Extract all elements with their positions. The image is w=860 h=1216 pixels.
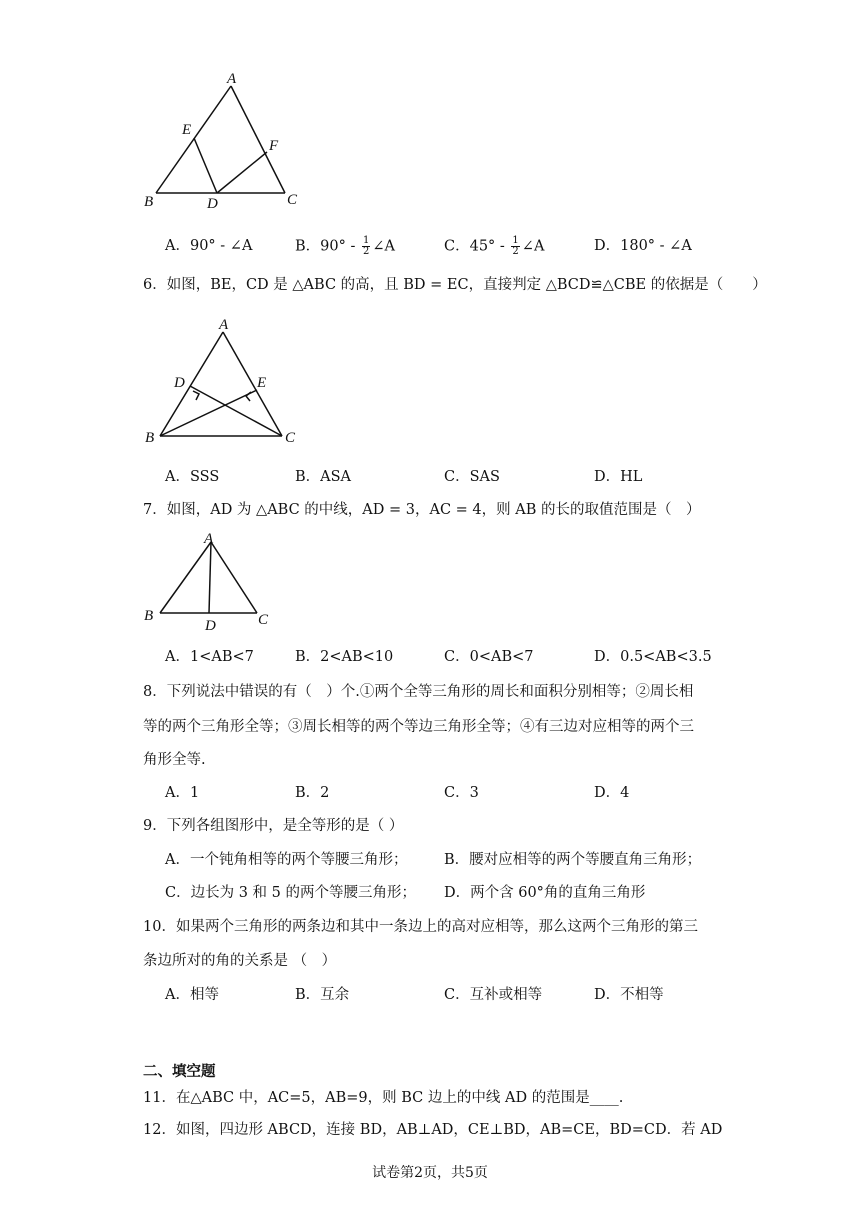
q5-option-b-text: B．90° - (295, 238, 360, 255)
label-a: A (219, 317, 229, 333)
label-d: D (174, 375, 185, 391)
q10-option-b: B．互余 (295, 987, 350, 1003)
figure-q6-triangle (140, 314, 310, 449)
q5-option-d: D．180° - ∠A (594, 238, 692, 254)
q7-option-b: B．2<AB<10 (295, 649, 394, 665)
q6-option-d: D．HL (594, 469, 643, 485)
q9-option-b: B．腰对应相等的两个等腰直角三角形； (444, 852, 702, 868)
frac-denominator: 2 (512, 246, 519, 257)
q10-option-d: D．不相等 (594, 987, 664, 1003)
q6-stem: 6．如图，BE，CD 是 △ABC 的高，且 BD = EC，直接判定 △BCD≌△CBE 的依据是（ ） (143, 277, 767, 293)
frac-numerator: 1 (362, 235, 370, 246)
q9-stem: 9．下列各组图形中，是全等形的是（ ） (143, 818, 404, 834)
q7-option-d: D．0.5<AB<3.5 (594, 649, 712, 665)
q8-line-3: 角形全等. (143, 752, 206, 768)
q8-option-b: B．2 (295, 785, 330, 801)
q5-option-c-text: C．45° - (444, 238, 510, 255)
label-b: B (144, 194, 154, 210)
page-footer: 试卷第2页，共5页 (372, 1165, 488, 1181)
q5-option-c (444, 236, 544, 257)
q5-option-c-angle: ∠A (521, 238, 545, 255)
q8-option-d: D．4 (594, 785, 630, 801)
q10-line-2: 条边所对的角的关系是 （ ） (143, 953, 337, 969)
q12-stem: 12．如图，四边形 ABCD，连接 BD，AB⊥AD，CE⊥BD，AB=CE，BD=CD．若 AD (143, 1122, 723, 1138)
frac-denominator: 2 (362, 246, 370, 257)
q8-option-c: C．3 (444, 785, 479, 801)
q8-line-2: 等的两个三角形全等；③周长相等的两个等边三角形全等；④有三边对应相等的两个三 (143, 719, 694, 735)
section-title-fill-in: 二、填空题 (143, 1063, 216, 1080)
q5-option-a: A．90° - ∠A (165, 238, 253, 254)
q7-stem: 7．如图，AD 为 △ABC 的中线，AD = 3，AC = 4，则 AB 的长的取值范围是（ ） (143, 502, 701, 518)
frac-numerator: 1 (512, 235, 519, 246)
q5-option-b-angle: ∠A (372, 238, 395, 255)
q10-line-1: 10．如果两个三角形的两条边和其中一条边上的高对应相等，那么这两个三角形的第三 (143, 919, 698, 935)
figure-triangle-abc-efd (138, 70, 318, 215)
label-a: A (204, 531, 214, 547)
label-e: E (182, 122, 192, 138)
label-c: C (258, 612, 269, 628)
q6-option-a: A．SSS (165, 469, 220, 485)
q6-option-b: B．ASA (295, 469, 352, 485)
label-c: C (285, 430, 296, 446)
q6-option-c: C．SAS (444, 469, 500, 485)
q11-stem: 11．在△ABC 中，AC=5，AB=9，则 BC 边上的中线 AD 的范围是____. (143, 1090, 624, 1106)
label-e: E (257, 375, 267, 391)
q5-option-b (295, 236, 395, 257)
label-b: B (145, 430, 155, 446)
q10-option-c: C．互补或相等 (444, 987, 543, 1003)
q9-option-c: C．边长为 3 和 5 的两个等腰三角形； (165, 885, 416, 901)
q8-line-1: 8．下列说法中错误的有（ ）个.①两个全等三角形的周长和面积分别相等；②周长相 (143, 684, 694, 700)
q7-option-c: C．0<AB<7 (444, 649, 534, 665)
label-a: A (227, 71, 237, 87)
label-c: C (287, 192, 298, 208)
q9-option-a: A．一个钝角相等的两个等腰三角形； (165, 852, 408, 868)
label-b: B (144, 608, 154, 624)
label-d: D (207, 196, 218, 212)
label-d: D (205, 618, 216, 633)
q7-option-a: A．1<AB<7 (165, 649, 254, 665)
fraction-half (362, 236, 370, 257)
figure-q7-triangle (140, 528, 280, 633)
q9-option-d: D．两个含 60°角的直角三角形 (444, 885, 646, 901)
fraction-half (511, 236, 519, 257)
label-f: F (269, 138, 279, 154)
q8-option-a: A．1 (165, 785, 200, 801)
q10-option-a: A．相等 (165, 987, 219, 1003)
